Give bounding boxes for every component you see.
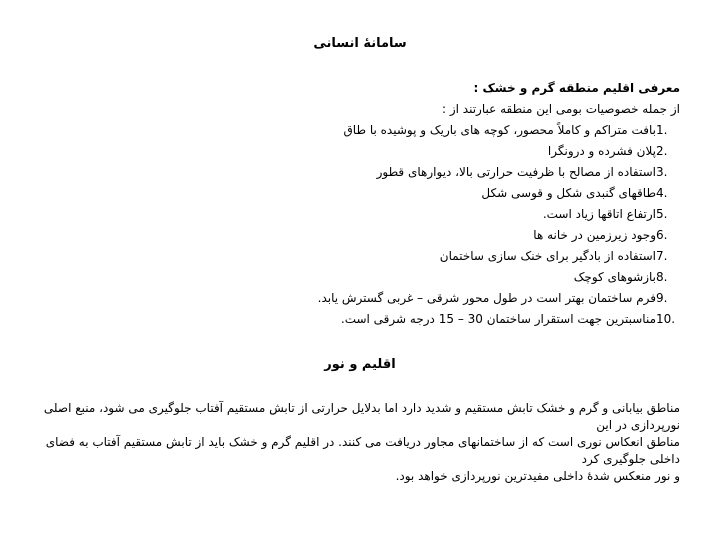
list-item-number: 8. [656, 270, 668, 284]
intro-section [160, 78, 680, 330]
list-item-text: فرم ساختمان بهتر است در طول محور شرقی – غربی گسترش یابد. [317, 291, 656, 305]
list-item-text: استفاده از مصالح با ظرفیت حرارتی بالا، دیوارهای قطور [376, 165, 656, 179]
page-title: سامانهٔ انسانی [313, 36, 407, 51]
list-item-text: مناسبترین جهت استقرار ساختمان 30 – 15 درجه شرقی است. [340, 312, 656, 326]
list-item [160, 246, 680, 267]
list-item-number: 9. [656, 291, 668, 305]
intro-heading: معرفی اقلیم منطقه گرم و خشک : [473, 81, 680, 95]
list-item-text: طاقهای گنبدی شکل و قوسی شکل [481, 186, 656, 200]
list-item-number: 2. [656, 144, 668, 158]
list-item-text: وجود زیرزمین در خانه ها [533, 228, 656, 242]
list-item-number: 3. [656, 165, 668, 179]
section-title: اقلیم و نور [324, 357, 396, 372]
list-item-text: بافت متراکم و کاملاً محصور، کوچه های باریک و پوشیده با طاق [343, 123, 656, 137]
list-item-number: 7. [656, 249, 668, 263]
paragraph: مناطق بیابانی و گرم و خشک تابش مستقیم و شدید دارد اما بدلایل حرارتی از تابش مستقیم آفتاب جلوگیری می شود، منبع اصلی نورپردازی در این [43, 401, 680, 432]
list-item-text: بازشوهای کوچک [573, 270, 656, 284]
body-text [40, 400, 680, 485]
list-item-number: 10. [656, 312, 676, 326]
list-item-number: 1. [656, 123, 668, 137]
list-item [160, 162, 680, 183]
list-item [160, 267, 680, 288]
list-item-number: 5. [656, 207, 668, 221]
paragraph: و نور منعکس شدهٔ داخلی مفیدترین نورپردازی خواهد بود. [395, 469, 680, 483]
list-item [160, 120, 680, 141]
list-item-text: پلان فشرده و درونگرا [547, 144, 656, 158]
list-item [160, 309, 680, 330]
list-item [160, 288, 680, 309]
list-item [160, 225, 680, 246]
list-item [160, 183, 680, 204]
paragraph: مناطق انعکاس نوری است که از ساختمانهای مجاور دریافت می کنند. در اقلیم گرم و خشک باید از تابش مستقیم آفتاب به فضای داخلی جلوگیری کرد [45, 435, 680, 466]
list-item-text: استفاده از بادگیر برای خنک سازی ساختمان [439, 249, 656, 263]
features-list [160, 120, 680, 330]
intro-lead: از جمله خصوصیات بومی این منطقه عبارتند از : [441, 102, 680, 116]
list-item-number: 4. [656, 186, 668, 200]
list-item-text: ارتفاع اتاقها زیاد است. [542, 207, 656, 221]
list-item [160, 141, 680, 162]
list-item-number: 6. [656, 228, 668, 242]
list-item [160, 204, 680, 225]
